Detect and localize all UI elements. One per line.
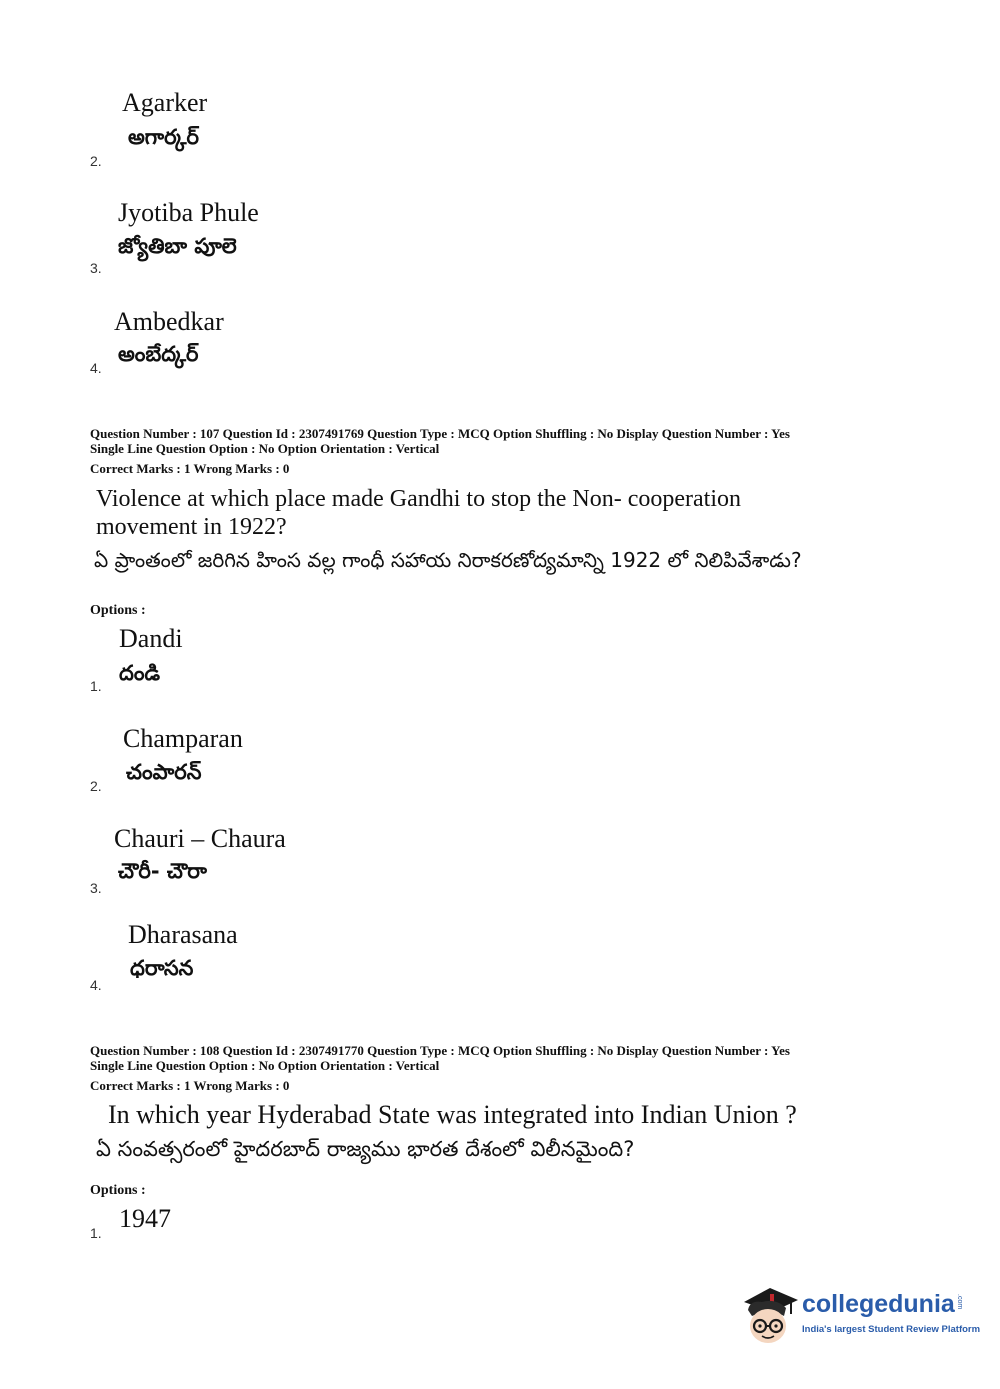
question-text-en: In which year Hyderabad State was integrated into Indian Union ? [108,1100,797,1129]
question-meta-line: Single Line Question Option : No Option Orientation : Vertical [90,441,440,456]
option-text-en: Dandi [119,624,183,653]
logo-domain: .com [956,1294,963,1310]
option-text-te: చంపారన్ [126,760,202,784]
option-number: 1. [90,678,102,694]
option-text-en: Chauri – Chaura [114,824,286,853]
option-number: 1. [90,1225,102,1241]
option-text-en: Dharasana [128,920,238,949]
option-text-te: దండి [119,661,161,685]
option-text-en: Agarker [122,88,208,117]
question-meta-line: Question Number : 107 Question Id : 2307491769 Question Type : MCQ Option Shuffling : No Display Question Number : Yes [90,426,790,441]
logo-tagline: India's largest Student Review Platform [802,1324,981,1335]
question-marks: Correct Marks : 1 Wrong Marks : 0 [90,1078,290,1093]
option-text-en: Ambedkar [114,307,224,336]
collegedunia-logo [740,1282,981,1352]
question-text-en: Violence at which place made Gandhi to stop the Non- cooperation [96,486,742,512]
option-number: 2. [90,778,102,794]
options-label: Options : [90,1183,146,1198]
option-text-te: అంబేద్కర్ [118,342,199,366]
option-number: 2. [90,153,102,169]
question-text-en: movement in 1922? [96,514,287,540]
option-text-en: Jyotiba Phule [118,198,259,227]
question-meta-line: Question Number : 108 Question Id : 2307491770 Question Type : MCQ Option Shuffling : No Display Question Number : Yes [90,1043,790,1058]
option-number: 3. [90,260,102,276]
option-text-te: అగార్కర్ [128,125,199,149]
option-number: 4. [90,360,102,376]
option-text-te: ధరాసన [130,956,194,980]
option-text-en: 1947 [119,1204,171,1233]
option-text-te: జ్యోతిబా పూలె [118,234,237,258]
option-number: 3. [90,880,102,896]
options-label: Options : [90,603,146,618]
question-meta-line: Single Line Question Option : No Option Orientation : Vertical [90,1058,440,1073]
student-mascot-icon [740,1282,802,1350]
logo-wordmark: collegedunia [802,1290,955,1318]
question-text-te: ఏ ప్రాంతంలో జరిగిన హింస వల్ల గాంధీ సహాయ నిరాకరణోద్యమాన్ని 1922 లో నిలిపివేశాడు? [94,548,802,572]
option-number: 4. [90,977,102,993]
option-text-te: చౌరీ- చౌరా [118,859,207,883]
question-text-te: ఏ సంవత్సరంలో హైదరబాద్ రాజ్యము భారత దేశంలో విలీనమైంది? [96,1137,635,1161]
question-marks: Correct Marks : 1 Wrong Marks : 0 [90,461,290,476]
option-text-en: Champaran [123,724,243,753]
